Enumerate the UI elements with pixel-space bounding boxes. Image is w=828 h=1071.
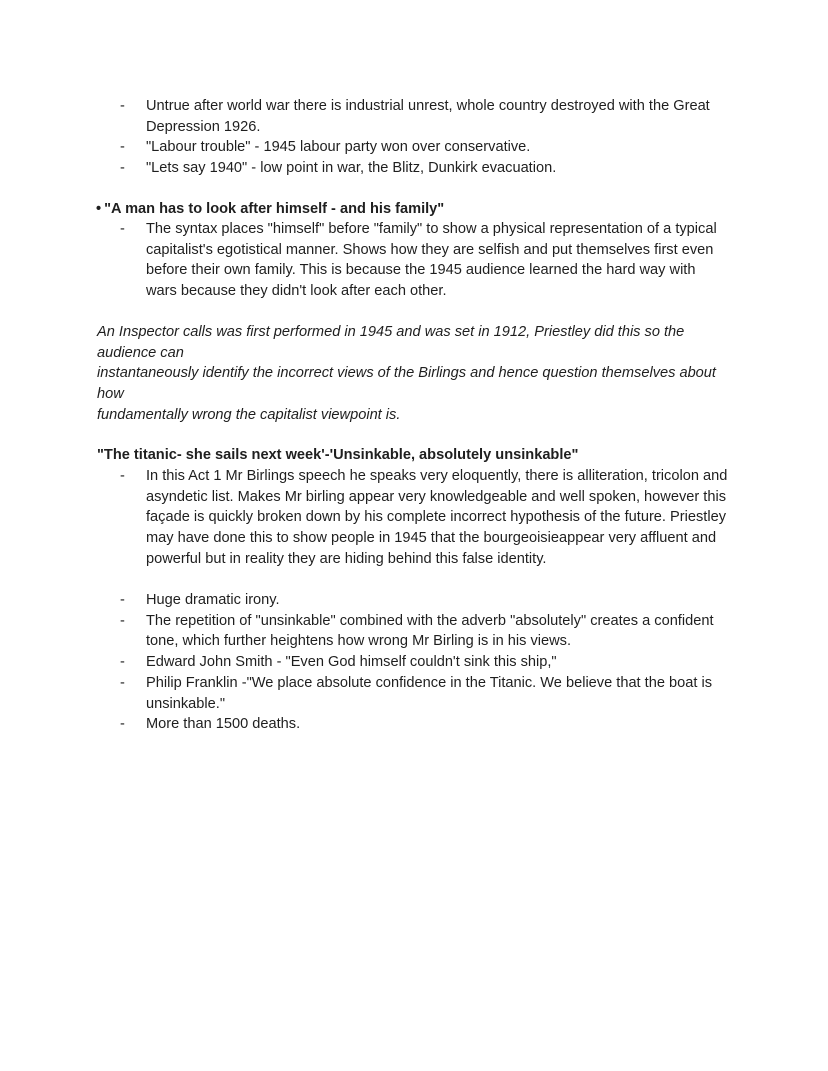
dash-marker: - xyxy=(120,160,125,177)
list-item-text: Huge dramatic irony. xyxy=(146,592,280,608)
list-item xyxy=(0,611,828,652)
list-item xyxy=(0,714,828,735)
dash-marker: - xyxy=(120,592,125,608)
list-item xyxy=(0,219,828,302)
quote-heading-family xyxy=(96,199,444,220)
paragraph-line: An Inspector calls was first performed in 1945 and was set in 1912, Priestley did this so the xyxy=(97,324,685,340)
paragraph-line: instantaneously identify the incorrect views of the Birlings and hence question themselves about xyxy=(97,365,716,382)
list-item-text: More than 1500 deaths. xyxy=(146,716,301,733)
dash-marker: - xyxy=(120,612,125,629)
context-paragraph xyxy=(97,322,737,426)
quote-heading-text: "A man has to look after himself - and his family" xyxy=(104,201,445,217)
list-item-text: The syntax places "himself" before "family" to show a physical representation of a typical capitalist's egotistical manner. Shows how they are selfish and put themselves first even before their own family. This is because the 1945 audience learned the hard way with wars because they didn't look after each other. xyxy=(146,221,717,300)
dash-marker: - xyxy=(120,674,125,691)
context-list xyxy=(0,96,828,179)
list-item xyxy=(0,137,828,158)
list-item xyxy=(0,96,828,137)
list-item-text: Edward John Smith - "Even God himself couldn't sink this ship," xyxy=(146,654,557,671)
list-item-text: Philip Franklin -"We place absolute confidence in the Titanic. We believe that the boat is unsinkable." xyxy=(146,674,713,712)
dash-marker: - xyxy=(120,221,125,237)
list-item-text: In this Act 1 Mr Birlings speech he speaks very eloquently, there is alliteration, tricolon and asyndetic list. Makes Mr birling appear very knowledgeable and well spoken, however this façade is quickly broken down by his complete incorrect hypothesis of the future. Priestley may have done this to show people in 1945 that the bourgeoisieappear very affluent and powerful but in reality they are hiding behind this false identity. xyxy=(146,468,728,567)
list-item xyxy=(0,466,828,570)
family-analysis-list xyxy=(0,219,828,302)
list-item-text: "Labour trouble" - 1945 labour party won over conservative. xyxy=(146,139,531,156)
list-item xyxy=(0,158,828,179)
list-item-text: "Lets say 1940" - low point in war, the Blitz, Dunkirk evacuation. xyxy=(146,160,557,177)
bullet-marker: • xyxy=(96,201,102,217)
list-item xyxy=(0,673,828,714)
dash-marker: - xyxy=(120,139,125,156)
list-item xyxy=(0,590,828,611)
paragraph-line: audience can xyxy=(97,344,184,361)
paragraph-line: how xyxy=(97,386,124,403)
list-item-text: The repetition of "unsinkable" combined with the adverb "absolutely" creates a confident tone, which further heightens how wrong Mr Birling is in his views. xyxy=(146,612,714,650)
dash-marker: - xyxy=(120,716,125,733)
dash-marker: - xyxy=(120,98,125,114)
list-item xyxy=(0,652,828,673)
list-item-text: Untrue after world war there is industrial unrest, whole country destroyed with the Great Depression 1926. xyxy=(146,98,710,135)
titanic-analysis-list xyxy=(0,466,828,570)
paragraph-line: fundamentally wrong the capitalist viewpoint is. xyxy=(97,406,401,423)
quote-heading-titanic: "The titanic- she sails next week'-'Unsinkable, absolutely unsinkable" xyxy=(97,447,579,463)
dash-marker: - xyxy=(120,654,125,671)
dash-marker: - xyxy=(120,468,125,484)
irony-list xyxy=(0,590,828,735)
